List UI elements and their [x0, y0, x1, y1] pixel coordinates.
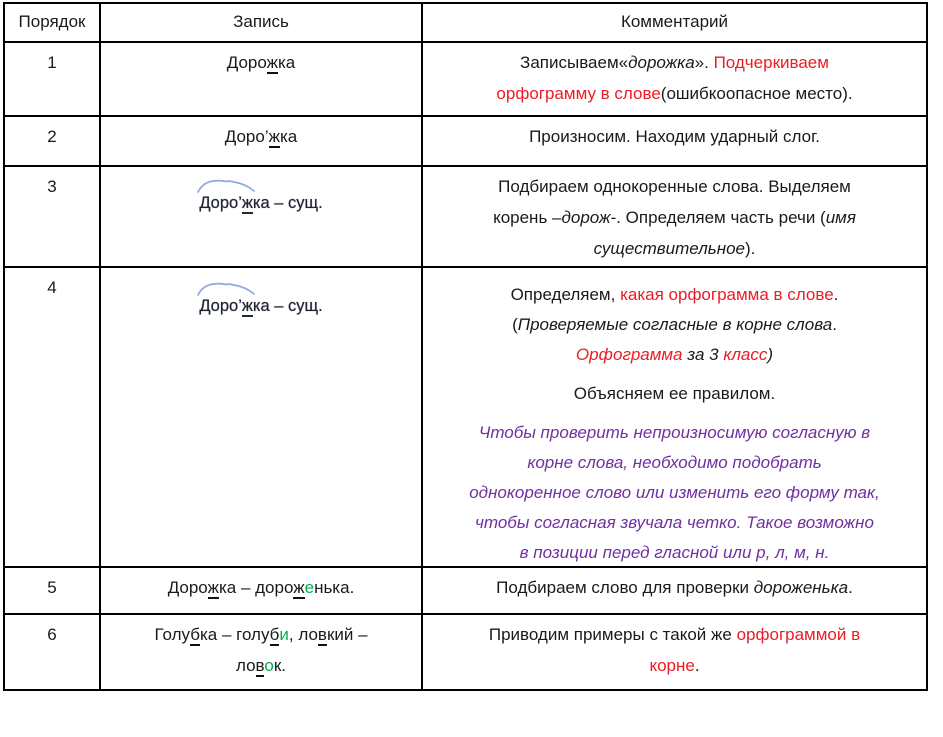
text-segment: ) — [767, 345, 774, 364]
text-line — [101, 619, 421, 650]
text-line — [423, 202, 926, 233]
text-segment: Приводим примеры с такой же — [488, 625, 737, 644]
text-segment: Записываем« — [520, 53, 629, 72]
row-3-order: 3 — [5, 167, 101, 268]
row-5-order: 5 — [5, 568, 101, 615]
text-segment: класс — [723, 345, 768, 364]
text-segment: существительное — [593, 239, 745, 258]
text-segment: Доро — [167, 578, 208, 597]
text-line — [423, 370, 926, 379]
text-segment: Подчеркиваем — [713, 53, 829, 72]
text-line — [423, 310, 926, 340]
text-segment: дорож — [561, 208, 611, 227]
text-segment: корень – — [493, 208, 562, 227]
text-line — [101, 572, 421, 603]
row-4-order: 4 — [5, 268, 101, 568]
text-segment: , ло — [288, 625, 318, 644]
text-segment: ж — [241, 297, 253, 315]
text-segment: ка – сущ. — [252, 194, 323, 212]
text-segment: ка — [278, 53, 296, 72]
text-segment: кий – — [326, 625, 368, 644]
record-word-with-root-arc — [199, 291, 322, 322]
row-6-order: 6 — [5, 615, 101, 689]
text-segment: ка – доро — [218, 578, 294, 597]
text-segment: Объясняем ее правилом. — [573, 384, 776, 403]
text-line — [423, 47, 926, 78]
text-line — [423, 448, 926, 478]
text-line — [101, 47, 421, 78]
text-line — [423, 121, 926, 152]
spelling-algorithm-table — [3, 2, 928, 691]
text-line — [423, 78, 926, 109]
text-segment: Чтобы проверить непроизносимую согласную в — [478, 423, 871, 442]
row-6-record — [101, 615, 423, 689]
text-segment: . — [832, 315, 837, 334]
text-segment: в — [317, 625, 327, 644]
text-segment: имя — [825, 208, 856, 227]
text-segment: . — [833, 285, 839, 304]
text-line — [423, 619, 926, 650]
text-segment: . — [694, 656, 700, 675]
text-segment: Доро — [226, 53, 267, 72]
row-1-order: 1 — [5, 43, 101, 117]
row-1-record — [101, 43, 423, 117]
root-arc-icon — [196, 281, 258, 297]
text-segment: чтобы согласная звучала четко. Такое возможно — [475, 513, 874, 532]
text-line — [423, 280, 926, 310]
text-segment: однокоренное слово или изменить его форму так, — [469, 483, 880, 502]
text-segment: орфограммой в — [736, 625, 861, 644]
text-segment: в позиции перед гласной или р, л, м, н. — [519, 543, 830, 562]
text-segment: ка — [279, 127, 298, 146]
text-line — [423, 508, 926, 538]
text-line — [423, 409, 926, 418]
text-segment: Доро’ — [224, 127, 269, 146]
text-segment: ло — [235, 656, 256, 675]
text-segment: ( — [512, 315, 518, 334]
row-5-comment — [423, 568, 926, 615]
text-segment: Проверяемые согласные в корне слова — [517, 315, 833, 334]
text-segment: ж — [241, 194, 253, 212]
text-segment: ж — [207, 578, 219, 597]
text-line — [423, 418, 926, 448]
text-segment: орфограмму в слове — [496, 84, 661, 103]
text-line — [423, 572, 926, 603]
text-line — [423, 379, 926, 409]
text-line — [423, 538, 926, 568]
row-1-comment — [423, 43, 926, 117]
text-segment: ж — [268, 127, 280, 146]
text-segment: и — [279, 625, 289, 644]
text-segment: дорожка — [628, 53, 695, 72]
text-line — [423, 233, 926, 264]
record-word-with-root-arc — [199, 188, 322, 219]
text-segment: за 3 — [682, 345, 724, 364]
row-2-record — [101, 117, 423, 167]
text-segment: ка – голу — [199, 625, 270, 644]
text-segment: ж — [293, 578, 305, 597]
text-segment: -. Определяем часть речи ( — [610, 208, 826, 227]
text-segment: Определяем, — [510, 285, 621, 304]
text-segment: ». — [694, 53, 714, 72]
text-segment: к. — [273, 656, 287, 675]
text-segment: ка – сущ. — [252, 297, 323, 315]
text-segment: б — [269, 625, 280, 644]
text-segment: Подбираем однокоренные слова. Выделяем — [498, 177, 851, 196]
text-line — [101, 650, 421, 681]
text-segment: дороженька — [753, 578, 849, 597]
text-segment: е — [304, 578, 315, 597]
root-arc-icon — [196, 178, 258, 194]
row-2-order: 2 — [5, 117, 101, 167]
column-header-record: Запись — [101, 4, 423, 43]
column-header-comment: Комментарий — [423, 4, 926, 43]
text-segment: нька. — [314, 578, 355, 597]
text-line — [423, 478, 926, 508]
text-segment: Подбираем слово для проверки — [496, 578, 754, 597]
text-segment: корне — [649, 656, 695, 675]
text-segment: (ошибкоопасное место). — [660, 84, 853, 103]
text-line — [423, 340, 926, 370]
text-segment: Орфограмма — [575, 345, 683, 364]
row-2-comment — [423, 117, 926, 167]
text-segment: корне слова, необходимо подобрать — [527, 453, 822, 472]
row-3-record — [101, 167, 423, 268]
text-segment: . — [848, 578, 853, 597]
text-segment: б — [190, 625, 200, 644]
text-line — [423, 171, 926, 202]
row-6-comment — [423, 615, 926, 689]
text-segment: ж — [266, 53, 278, 72]
text-line — [423, 650, 926, 681]
row-5-record — [101, 568, 423, 615]
text-segment: ). — [744, 239, 756, 258]
row-4-record — [101, 268, 423, 568]
text-segment: Доро’ — [199, 194, 242, 212]
text-segment: какая орфограмма в слове — [620, 285, 834, 304]
text-segment: Произносим. Находим ударный слог. — [529, 127, 820, 146]
text-segment: о — [264, 656, 274, 675]
text-segment: Голу — [154, 625, 191, 644]
row-4-comment — [423, 268, 926, 568]
text-line — [101, 121, 421, 152]
column-header-order: Порядок — [5, 4, 101, 43]
text-segment: Доро’ — [199, 297, 242, 315]
text-segment: в — [255, 656, 265, 675]
row-3-comment — [423, 167, 926, 268]
